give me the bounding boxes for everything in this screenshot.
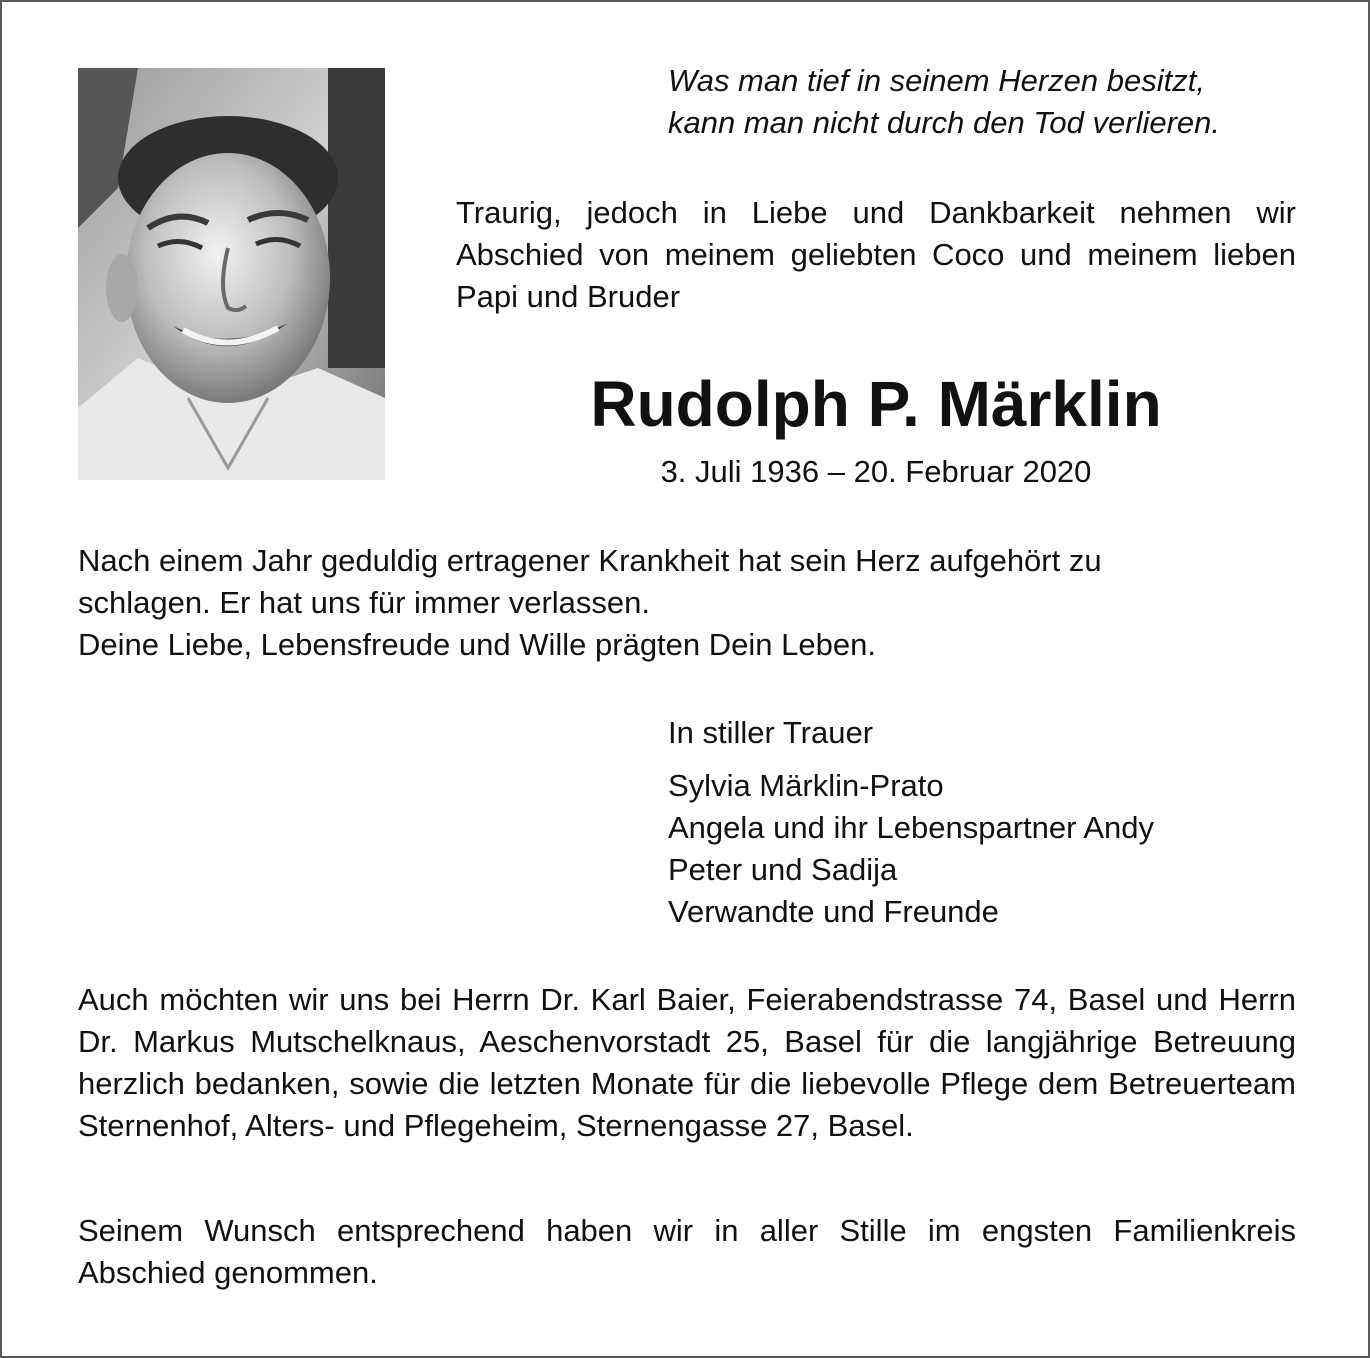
- farewell-paragraph: [78, 540, 1296, 666]
- quote-line-2: kann man nicht durch den Tod verlieren.: [668, 105, 1221, 140]
- portrait-photo: [78, 68, 385, 480]
- quote-line-1: Was man tief in seinem Herzen besitzt,: [668, 63, 1205, 98]
- farewell-line-1: Nach einem Jahr geduldig ertragener Krankheit hat sein Herz aufgehört zu: [78, 543, 1102, 578]
- closing-paragraph: Seinem Wunsch entsprechend haben wir in aller Stille im engsten Familienkreis Abschied genommen.: [78, 1213, 1296, 1290]
- mourner-name: Sylvia Märklin-Prato: [668, 768, 944, 803]
- mourner-name: Angela und ihr Lebenspartner Andy: [668, 810, 1155, 845]
- intro-text: Traurig, jedoch in Liebe und Dankbarkeit nehmen wir Abschied von meinem geliebten Coco und meinem lieben Papi und Bruder: [456, 195, 1296, 314]
- farewell-line-3: Deine Liebe, Lebensfreude und Wille prägten Dein Leben.: [78, 627, 876, 662]
- life-dates: 3. Juli 1936 – 20. Februar 2020: [660, 454, 1092, 489]
- deceased-name: Rudolph P. Märklin: [590, 368, 1162, 440]
- mourners-list: [668, 765, 1154, 933]
- thanks-paragraph: Auch möchten wir uns bei Herrn Dr. Karl Baier, Feierabendstrasse 74, Basel und Herrn Dr. Markus Mutschelknaus, Aeschenvorstadt 25, Basel für die langjährige Betreuung herzlich bedanken, sowie die letzten Monate für die liebevolle Pflege dem Betreuerteam Sternenhof, Alters- und Pflegeheim, Sternengasse 27, Basel.: [78, 982, 1296, 1143]
- memorial-quote: [668, 60, 1220, 144]
- mourning-heading: In stiller Trauer: [668, 715, 874, 750]
- mourner-name: Verwandte und Freunde: [668, 894, 999, 929]
- portrait-image: [78, 68, 385, 480]
- mourner-name: Peter und Sadija: [668, 852, 898, 887]
- farewell-line-2: schlagen. Er hat uns für immer verlassen.: [78, 585, 651, 620]
